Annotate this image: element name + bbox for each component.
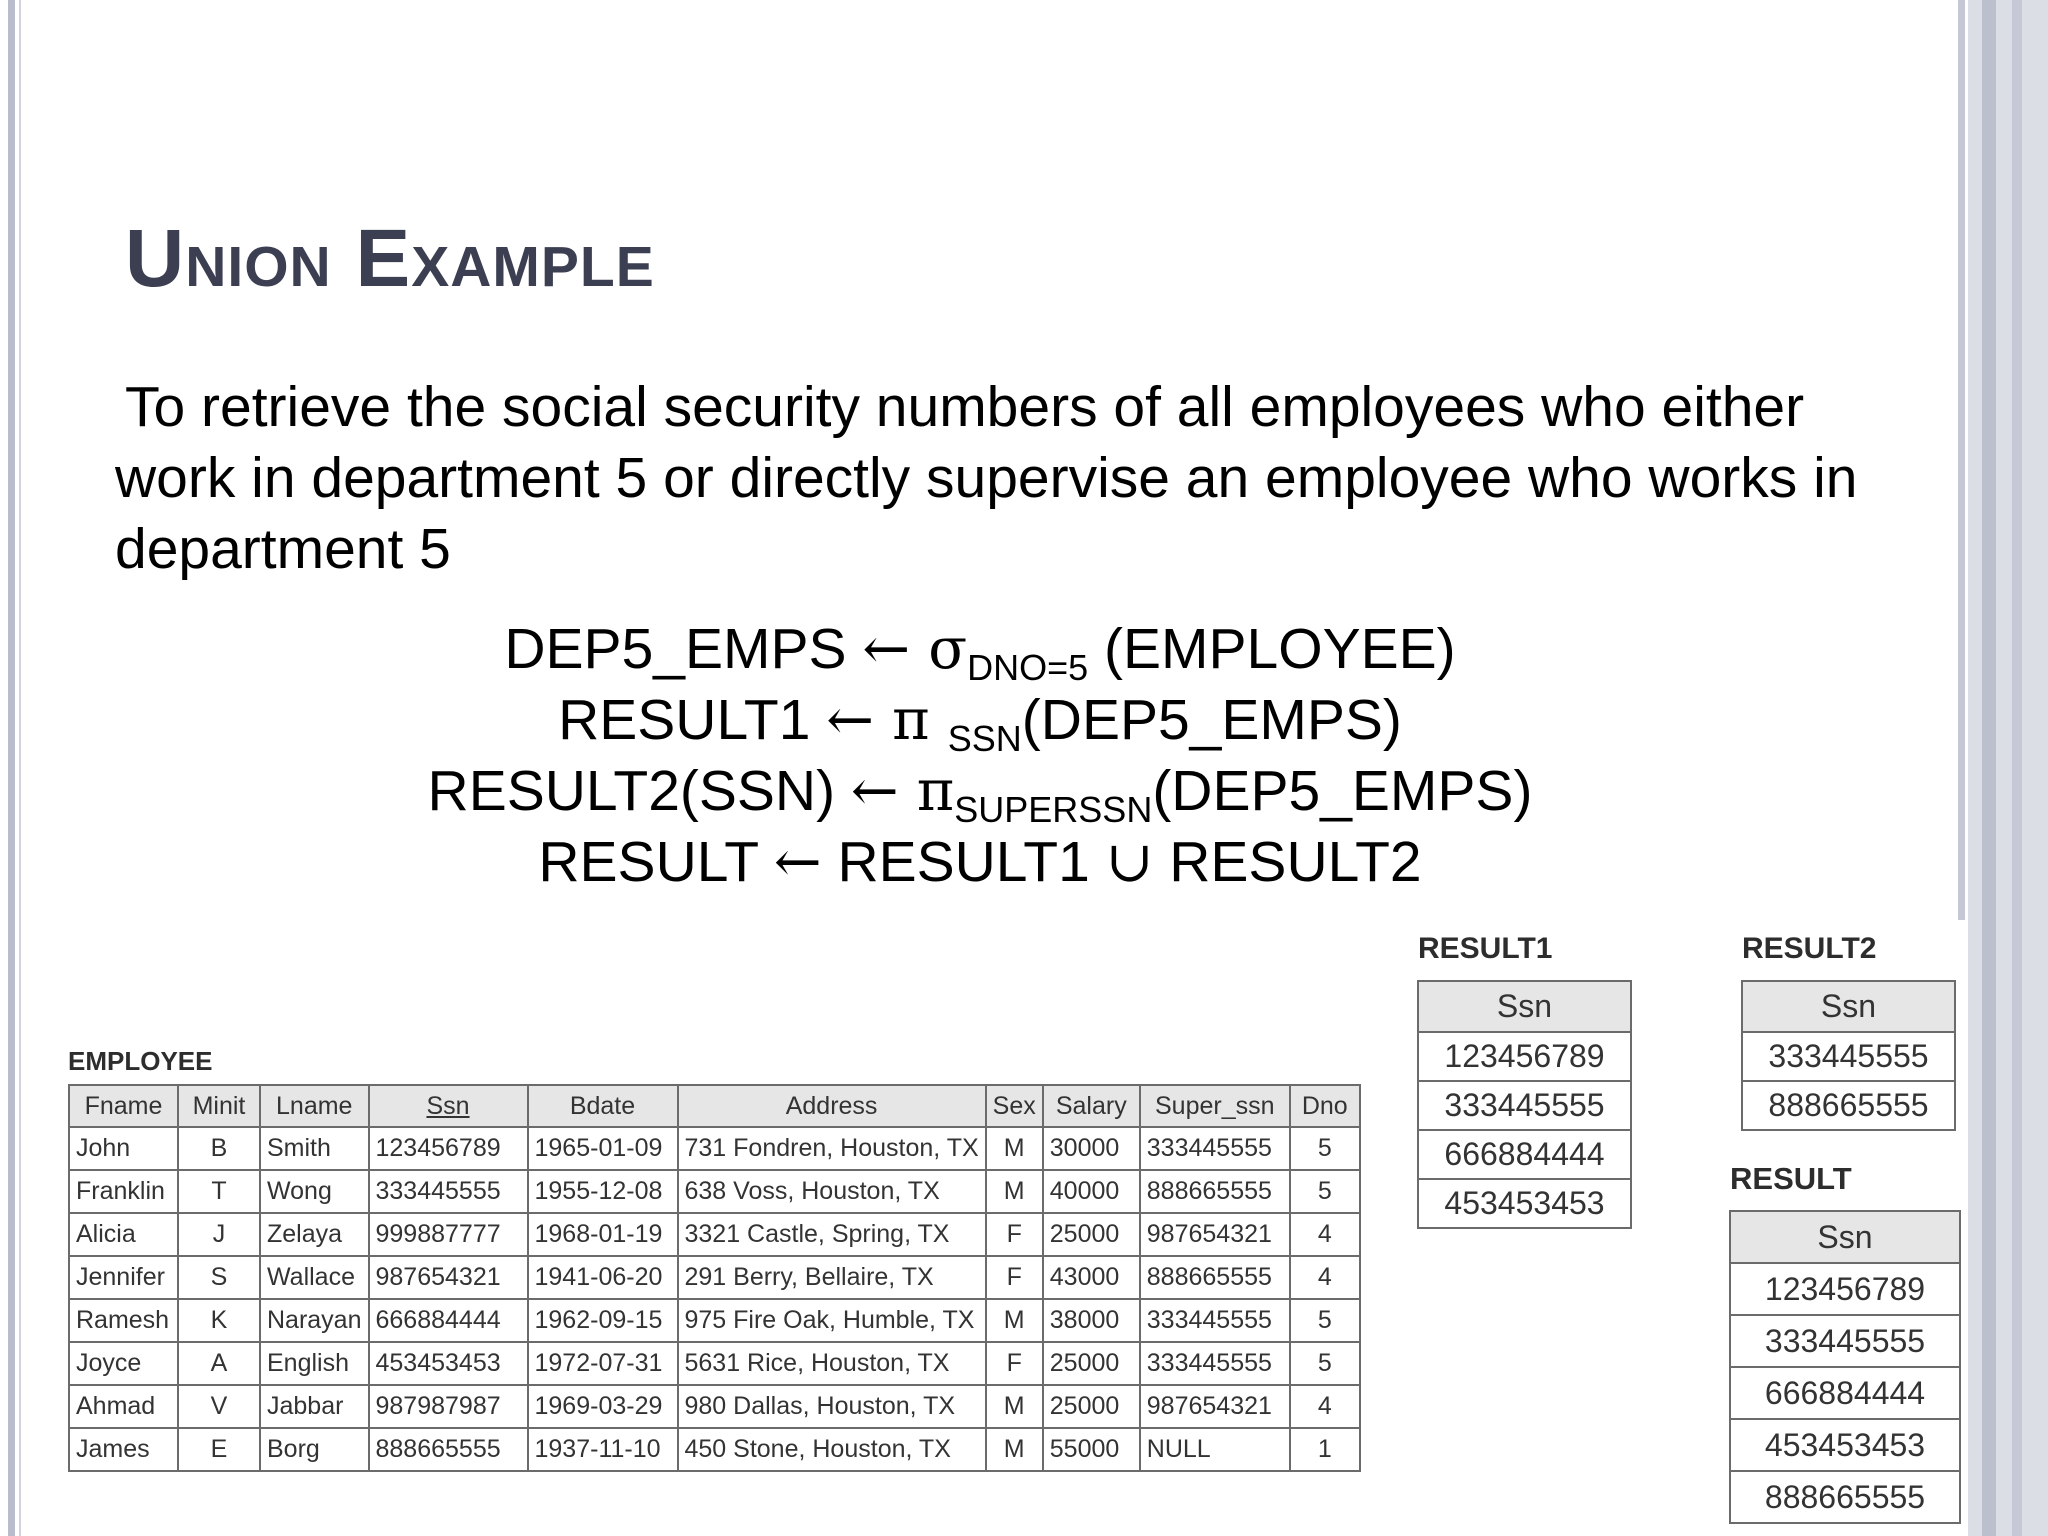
table-row: James E Borg 888665555 1937-11-10 450 Stone, Houston, TX M 55000 NULL 1: [69, 1428, 1360, 1471]
frame-right-band: [1968, 0, 2048, 1536]
frame-right-stripe: [1982, 0, 1996, 1536]
table-row: 453453453: [1730, 1419, 1960, 1471]
frame-left-border: [8, 0, 15, 1536]
column-header: Ssn: [1730, 1211, 1960, 1263]
table-row: John B Smith 123456789 1965-01-09 731 Fondren, Houston, TX M 30000 333445555 5: [69, 1127, 1360, 1170]
table-row: Ahmad V Jabbar 987987987 1969-03-29 980 Dallas, Houston, TX M 25000 987654321 4: [69, 1385, 1360, 1428]
table-row: 888665555: [1730, 1471, 1960, 1523]
table-row: Franklin T Wong 333445555 1955-12-08 638 Voss, Houston, TX M 40000 888665555 5: [69, 1170, 1360, 1213]
table-row: 333445555: [1730, 1315, 1960, 1367]
frame-left-inner-border: [19, 0, 21, 1536]
table-row: 453453453: [1418, 1179, 1631, 1228]
result-caption: RESULT: [1730, 1161, 1852, 1196]
table-row: Joyce A English 453453453 1972-07-31 5631 Rice, Houston, TX F 25000 333445555 5: [69, 1342, 1360, 1385]
column-header: Dno: [1290, 1085, 1360, 1127]
table-row: 333445555: [1418, 1081, 1631, 1130]
frame-right-border: [1958, 0, 1965, 920]
result2-caption: RESULT2: [1742, 932, 1877, 965]
table-row: 333445555: [1742, 1032, 1955, 1081]
formula-line-1: DEP5_EMPS ← $\sigma_{DNO=5}$ (EMPLOYEE): [504, 616, 1456, 688]
slide-description: [115, 372, 1905, 585]
column-header: Lname: [260, 1085, 369, 1127]
formula-line-4: RESULT ← RESULT1 ∪ RESULT2: [538, 829, 1422, 895]
table-row: 123456789: [1418, 1032, 1631, 1081]
employee-table: [68, 1084, 1361, 1472]
column-header: Salary: [1043, 1085, 1140, 1127]
column-header: Sex: [986, 1085, 1043, 1127]
column-header: Bdate: [528, 1085, 678, 1127]
table-row: Jennifer S Wallace 987654321 1941-06-20 291 Berry, Bellaire, TX F 43000 888665555 4: [69, 1256, 1360, 1299]
table-row: 666884444: [1730, 1367, 1960, 1419]
table-row: Ramesh K Narayan 666884444 1962-09-15 975 Fire Oak, Humble, TX M 38000 333445555 5: [69, 1299, 1360, 1342]
column-header: Super_ssn: [1140, 1085, 1290, 1127]
relational-algebra-formulas: [260, 614, 1700, 898]
column-header: Ssn: [1418, 981, 1631, 1032]
table-row: 666884444: [1418, 1130, 1631, 1179]
table-row: Alicia J Zelaya 999887777 1968-01-19 3321 Castle, Spring, TX F 25000 987654321 4: [69, 1213, 1360, 1256]
employee-header-row: [69, 1085, 1360, 1127]
column-header: Address: [678, 1085, 986, 1127]
formula-line-2: RESULT1 ← π $_{SSN}$(DEP5_EMPS): [558, 687, 1402, 759]
table-row: 888665555: [1742, 1081, 1955, 1130]
result1-caption: RESULT1: [1418, 932, 1553, 965]
result2-table: [1741, 980, 1956, 1131]
slide-title: Union Example: [125, 213, 655, 304]
frame-right-stripe-outer: [2012, 0, 2022, 1536]
result1-table: [1417, 980, 1632, 1229]
column-header: Fname: [69, 1085, 178, 1127]
employee-table-caption: EMPLOYEE: [68, 1046, 213, 1076]
table-row: 123456789: [1730, 1263, 1960, 1315]
description-text: To retrieve the social security numbers of all employees who either work in department 5 or directly supervise an employee who works in department 5: [115, 375, 1858, 581]
column-header-key: Ssn: [369, 1085, 528, 1127]
result-table: [1729, 1210, 1961, 1524]
column-header: Ssn: [1742, 981, 1955, 1032]
formula-line-3: RESULT2(SSN) ← $\pi_{SUPERSSN}(DEP5\_EMPS)$: [427, 758, 1533, 830]
column-header: Minit: [178, 1085, 260, 1127]
